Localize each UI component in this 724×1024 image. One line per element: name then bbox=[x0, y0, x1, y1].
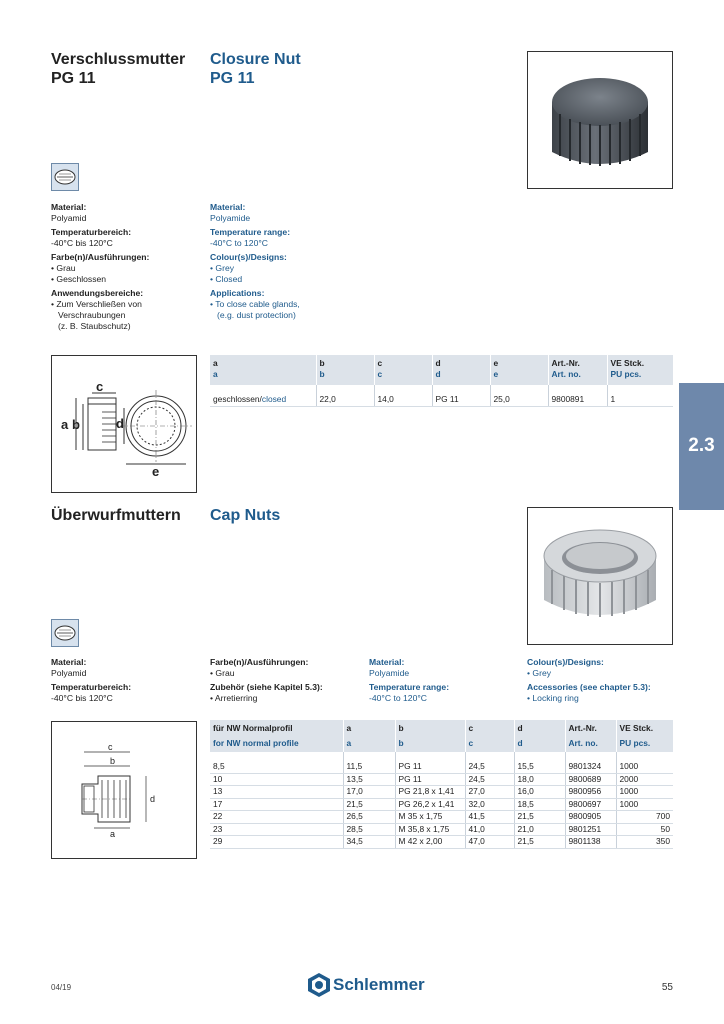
table-header: e e bbox=[490, 355, 548, 385]
cap-nut-photo bbox=[527, 507, 673, 645]
dim-label: a bbox=[61, 417, 69, 432]
table-header: VE Stck. PU pcs. bbox=[616, 720, 673, 752]
table-header: Art.-Nr. Art. no. bbox=[565, 720, 616, 752]
closure-nut-title-en: Closure Nut PG 11 bbox=[210, 51, 301, 87]
table-header: d d bbox=[514, 720, 565, 752]
cap-nuts-table bbox=[210, 720, 673, 849]
table-header: VE Stck. PU pcs. bbox=[607, 355, 673, 385]
table-header: a a bbox=[343, 720, 395, 752]
closure-nut-dimension-drawing bbox=[51, 355, 197, 493]
closure-nut-specs-en: Material: Polyamide Temperature range: -40°C to 120°C Colour(s)/Designs: • Grey • Closed Applications: • To close cable glands, (e.g. dust protection) bbox=[210, 202, 300, 320]
dim-label: c bbox=[96, 379, 104, 394]
cap-nuts-specs-de-1: Material: Polyamid Temperaturbereich: -40°C bis 120°C bbox=[51, 657, 132, 703]
table-row: 17 21,5 PG 26,2 x 1,41 32,0 18,5 9800697 1000 bbox=[210, 798, 673, 811]
table-header: c c bbox=[374, 355, 432, 385]
dim-label: e bbox=[152, 464, 160, 479]
table-row: 23 28,5 M 35,8 x 1,75 41,0 21,0 9801251 50 bbox=[210, 823, 673, 836]
closure-nut-table bbox=[210, 355, 673, 407]
cap-nuts-specs-de-2: Farbe(n)/Ausführungen: • Grau Zubehör (siehe Kapitel 5.3): • Arretierring bbox=[210, 657, 323, 703]
table-header: Art.-Nr. Art. no. bbox=[548, 355, 607, 385]
dim-label: b bbox=[72, 417, 80, 432]
table-row: 13 17,0 PG 21,8 x 1,41 27,0 16,0 9800956 1000 bbox=[210, 786, 673, 799]
dim-label: c bbox=[108, 742, 113, 752]
footer-date: 04/19 bbox=[51, 983, 72, 992]
cap-nuts-specs-en-2: Colour(s)/Designs: • Grey Accessories (see chapter 5.3): • Locking ring bbox=[527, 657, 651, 703]
table-row: 22 26,5 M 35 x 1,75 41,5 21,5 9800905 700 bbox=[210, 811, 673, 824]
table-header: c c bbox=[465, 720, 514, 752]
page-number: 55 bbox=[661, 982, 673, 993]
chapter-tab[interactable]: 2.3 bbox=[679, 383, 724, 510]
certification-badge-icon bbox=[51, 619, 79, 647]
dim-label: d bbox=[150, 794, 156, 804]
certification-badge-icon bbox=[51, 163, 79, 191]
closure-nut-photo bbox=[527, 51, 673, 189]
dim-label: b bbox=[110, 756, 116, 766]
table-row: 29 34,5 M 42 x 2,00 47,0 21,5 9801138 350 bbox=[210, 836, 673, 849]
brand-name: Schlemmer bbox=[333, 975, 425, 994]
cap-nut-dimension-drawing bbox=[51, 721, 197, 859]
table-header: d d bbox=[432, 355, 490, 385]
table-row: 10 13,5 PG 11 24,5 18,0 9800689 2000 bbox=[210, 773, 673, 786]
schlemmer-logo bbox=[307, 972, 425, 998]
table-header: für NW Normalprofil for NW normal profile bbox=[210, 720, 343, 752]
cap-nuts-title-en: Cap Nuts bbox=[210, 507, 281, 524]
table-header: a a bbox=[210, 355, 316, 385]
table-header: b b bbox=[395, 720, 465, 752]
table-row: 8,5 11,5 PG 11 24,5 15,5 9801324 1000 bbox=[210, 761, 673, 773]
cap-nuts-title-de: Überwurfmuttern bbox=[51, 507, 181, 524]
closure-nut-specs-de: Material: Polyamid Temperaturbereich: -40°C bis 120°C Farbe(n)/Ausführungen: • Grau • Geschlossen Anwendungsbereiche: • Zum Verschließen von Verschraubungen (z. B. Staubschutz) bbox=[51, 202, 150, 331]
table-row: geschlossen/closed 22,0 14,0 PG 11 25,0 9800891 1 bbox=[210, 394, 673, 406]
table-header: b b bbox=[316, 355, 374, 385]
closure-nut-title-de: Verschlussmutter PG 11 bbox=[51, 51, 186, 87]
cap-nuts-specs-en-1: Material: Polyamide Temperature range: -40°C to 120°C bbox=[369, 657, 450, 703]
dim-label: d bbox=[116, 416, 124, 431]
dim-label: a bbox=[110, 829, 116, 839]
schlemmer-logo-icon bbox=[307, 972, 331, 998]
